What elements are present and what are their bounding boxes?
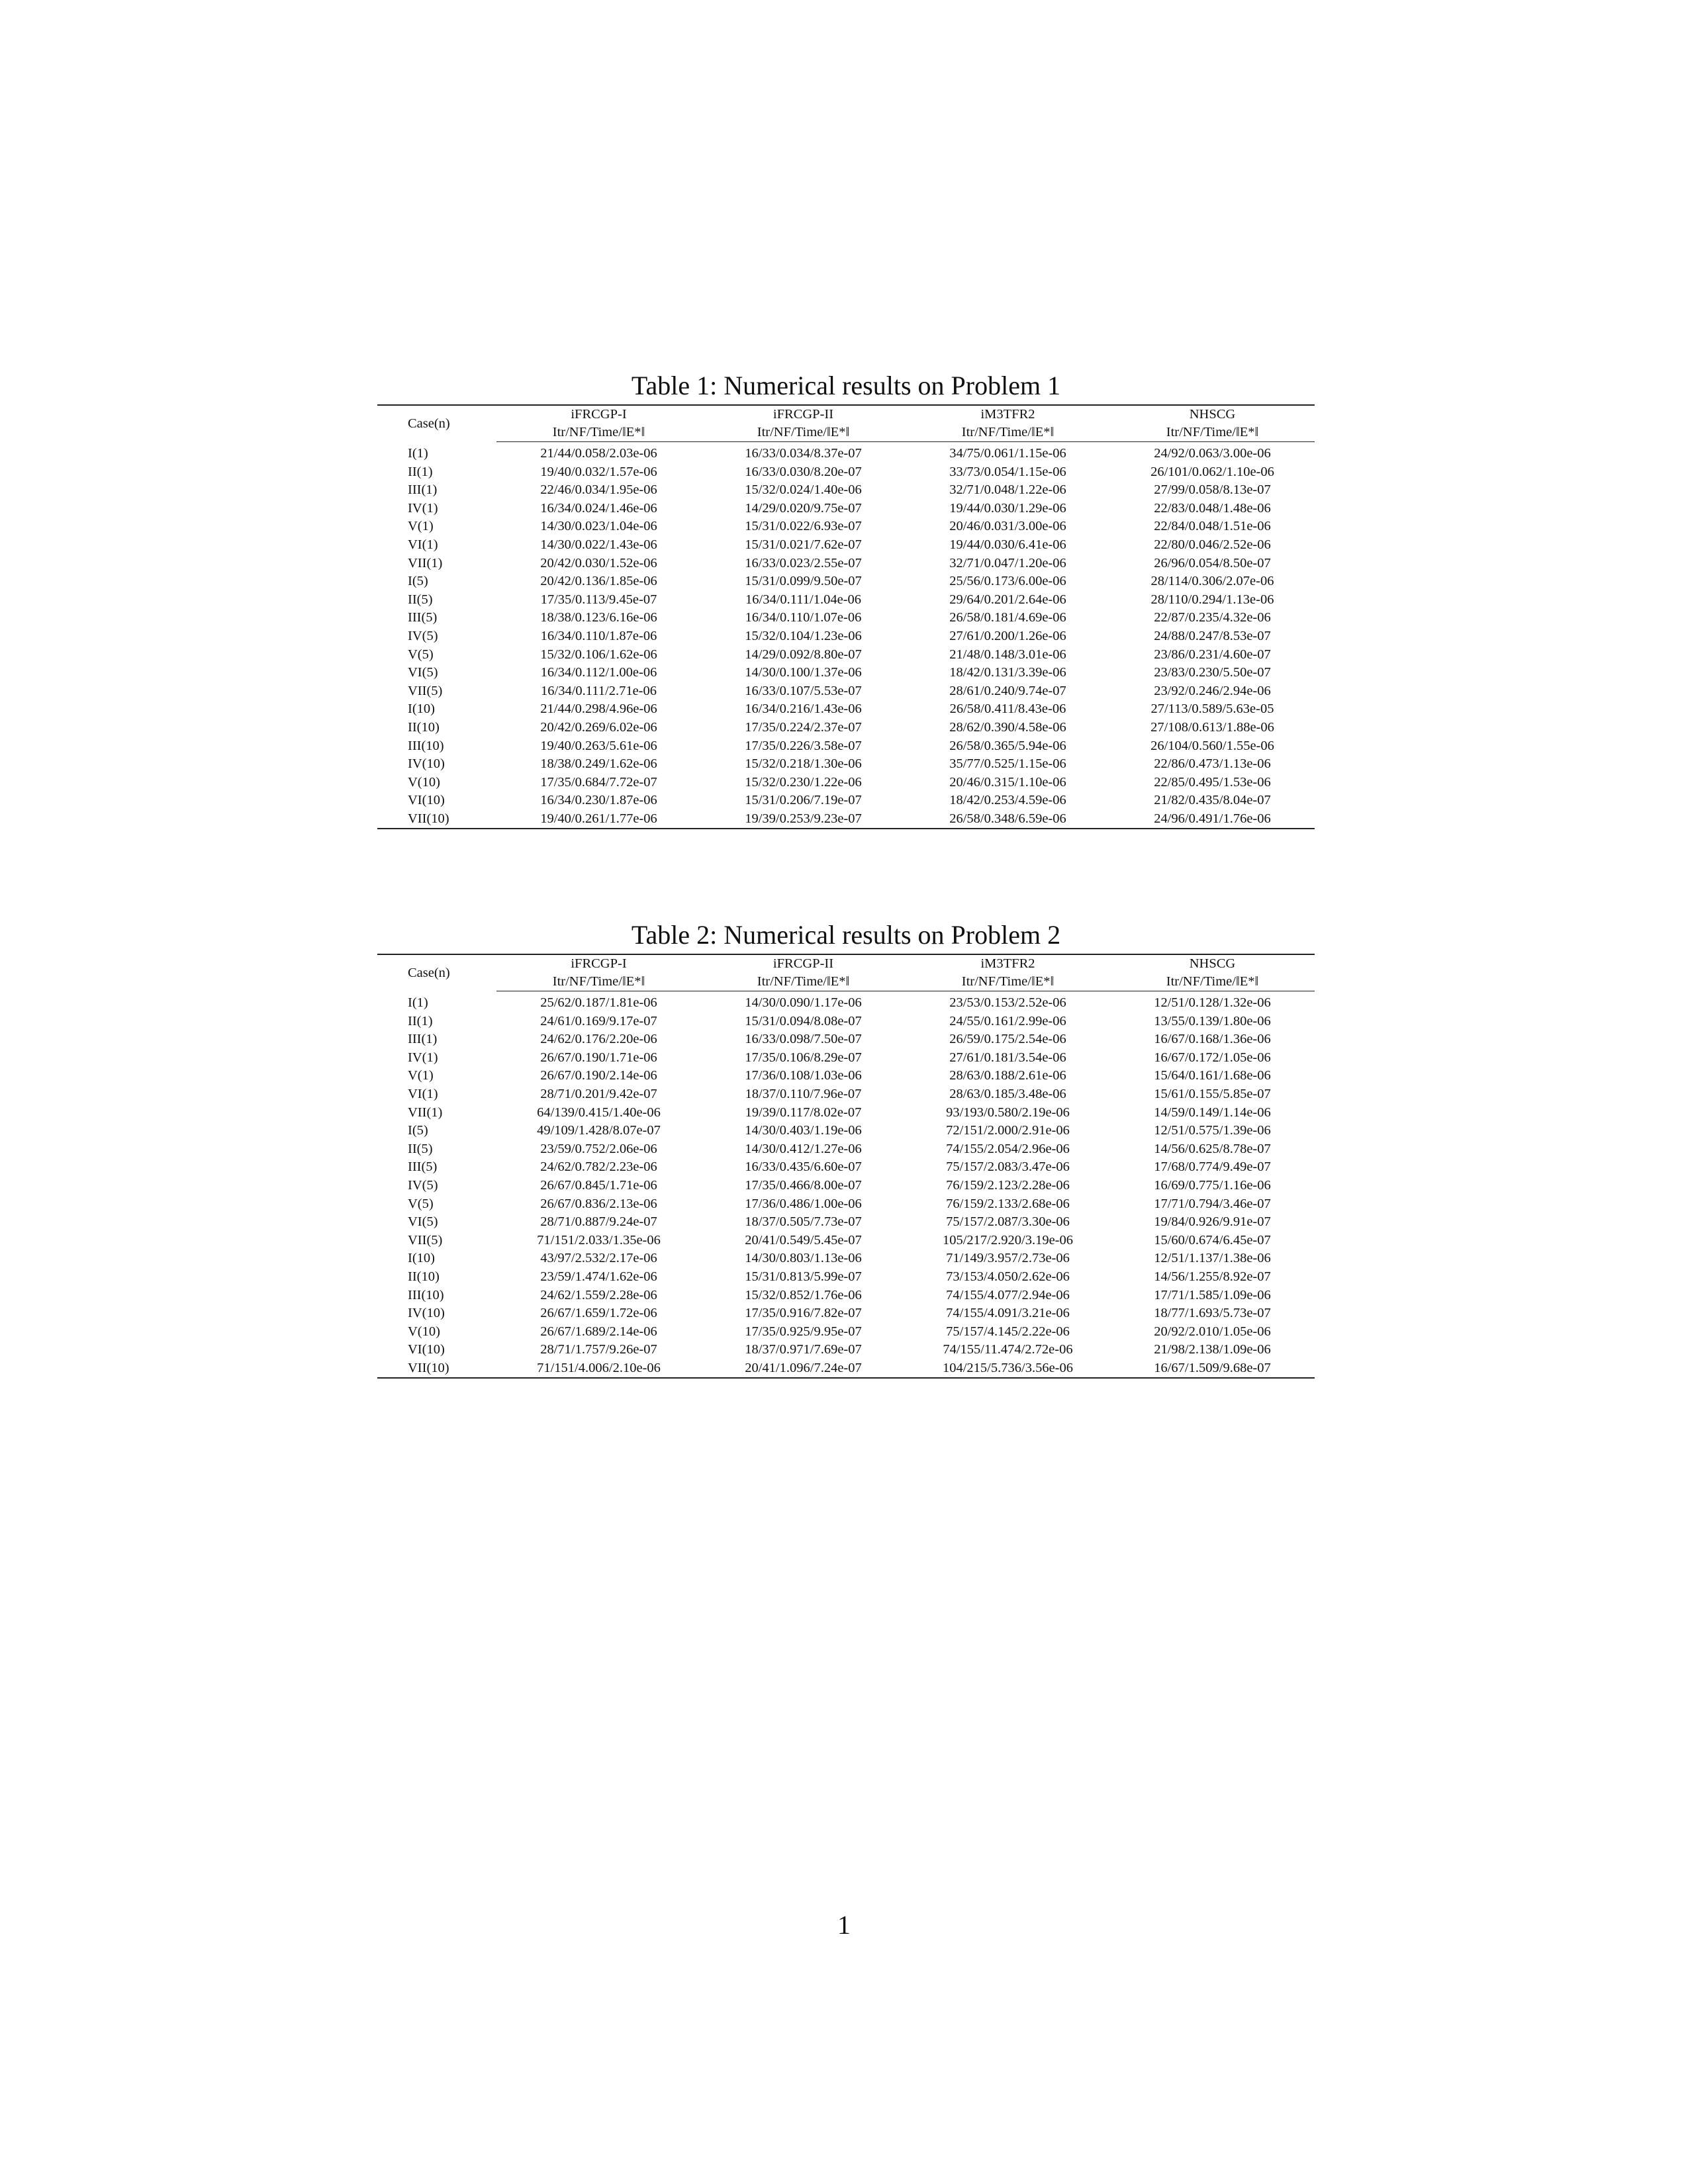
metric-header: Itr/NF/Time/‖E*‖ <box>906 424 1110 442</box>
result-cell: 27/108/0.613/1.88e-06 <box>1150 719 1274 735</box>
case-cell: II(10) <box>408 1269 440 1284</box>
result-cell: 75/157/2.083/3.47e-06 <box>946 1160 1070 1175</box>
result-cell: 26/67/1.659/1.72e-06 <box>540 1306 657 1321</box>
result-cell: 74/155/4.091/3.21e-06 <box>946 1306 1070 1321</box>
result-cell: 93/193/0.580/2.19e-06 <box>946 1105 1070 1120</box>
method-header: iM3TFR2 <box>980 956 1035 971</box>
table-row <box>377 555 1315 573</box>
result-cell: 17/36/0.486/1.00e-06 <box>745 1196 862 1211</box>
result-cell: 27/61/0.200/1.26e-06 <box>949 628 1066 643</box>
result-cell: 12/51/1.137/1.38e-06 <box>1154 1251 1271 1266</box>
table-row <box>377 1158 1315 1177</box>
table-caption: Table 2: Numerical results on Problem 2 <box>631 920 1061 950</box>
result-cell: 19/44/0.030/6.41e-06 <box>949 537 1066 552</box>
table-row <box>377 646 1315 664</box>
table-row <box>377 991 1315 1013</box>
result-cell: 23/59/0.752/2.06e-06 <box>540 1141 657 1156</box>
case-cell: III(10) <box>408 1287 444 1302</box>
result-cell: 18/42/0.253/4.59e-06 <box>949 793 1066 808</box>
table-row <box>377 463 1315 482</box>
case-cell: IV(1) <box>408 1050 438 1065</box>
case-cell: IV(5) <box>408 1177 438 1193</box>
result-cell: 32/71/0.047/1.20e-06 <box>949 555 1066 570</box>
table-row <box>377 1122 1315 1140</box>
table-row <box>377 774 1315 792</box>
case-cell: VI(5) <box>408 665 438 680</box>
result-cell: 16/33/0.030/8.20e-07 <box>745 464 862 479</box>
result-cell: 20/46/0.315/1.10e-06 <box>949 774 1066 790</box>
table-row <box>377 481 1315 500</box>
result-cell: 14/29/0.092/8.80e-07 <box>745 647 862 662</box>
result-cell: 15/61/0.155/5.85e-07 <box>1154 1086 1271 1101</box>
table-row <box>377 518 1315 536</box>
result-cell: 24/92/0.063/3.00e-06 <box>1154 446 1271 461</box>
result-cell: 20/92/2.010/1.05e-06 <box>1154 1324 1271 1339</box>
result-cell: 16/34/0.216/1.43e-06 <box>745 702 862 717</box>
result-cell: 18/37/0.110/7.96e-07 <box>745 1086 862 1101</box>
table-row <box>377 1341 1315 1359</box>
result-cell: 71/151/4.006/2.10e-06 <box>537 1360 661 1375</box>
case-cell: VI(5) <box>408 1214 438 1230</box>
result-cell: 26/58/0.348/6.59e-06 <box>949 811 1066 826</box>
case-cell: I(10) <box>408 702 435 717</box>
result-cell: 26/58/0.365/5.94e-06 <box>949 738 1066 753</box>
result-cell: 22/86/0.473/1.13e-06 <box>1154 756 1271 772</box>
result-cell: 22/83/0.048/1.48e-06 <box>1154 500 1271 516</box>
result-cell: 14/56/0.625/8.78e-07 <box>1154 1141 1271 1156</box>
table-row <box>377 536 1315 555</box>
result-cell: 18/38/0.123/6.16e-06 <box>540 610 657 625</box>
case-cell: I(10) <box>408 1251 435 1266</box>
result-cell: 17/36/0.108/1.03e-06 <box>745 1068 862 1083</box>
result-cell: 22/80/0.046/2.52e-06 <box>1154 537 1271 552</box>
method-header: iFRCGP-II <box>773 407 834 422</box>
case-cell: VI(10) <box>408 1342 445 1357</box>
header-row-metrics <box>377 424 1315 442</box>
case-cell: II(5) <box>408 592 433 607</box>
metric-header: Itr/NF/Time/‖E*‖ <box>906 973 1110 991</box>
result-cell: 14/30/0.412/1.27e-06 <box>745 1141 862 1156</box>
table-row <box>377 1067 1315 1085</box>
result-cell: 28/71/1.757/9.26e-07 <box>540 1342 657 1357</box>
case-cell: V(10) <box>408 1324 440 1339</box>
table-row <box>377 1013 1315 1031</box>
table-row <box>377 1304 1315 1323</box>
case-cell: IV(1) <box>408 500 438 516</box>
case-cell: II(10) <box>408 719 440 735</box>
result-cell: 26/67/0.845/1.71e-06 <box>540 1177 657 1193</box>
table-body <box>377 991 1315 1379</box>
result-cell: 23/86/0.231/4.60e-07 <box>1154 647 1271 662</box>
table-row <box>377 1195 1315 1214</box>
result-cell: 28/71/0.887/9.24e-07 <box>540 1214 657 1230</box>
result-cell: 17/35/0.916/7.82e-07 <box>745 1306 862 1321</box>
result-cell: 14/29/0.020/9.75e-07 <box>745 500 862 516</box>
result-cell: 22/85/0.495/1.53e-06 <box>1154 774 1271 790</box>
result-cell: 22/46/0.034/1.95e-06 <box>540 482 657 498</box>
result-cell: 28/63/0.185/3.48e-06 <box>949 1086 1066 1101</box>
case-cell: VI(1) <box>408 1086 438 1101</box>
result-cell: 29/64/0.201/2.64e-06 <box>949 592 1066 607</box>
table-row <box>377 1104 1315 1122</box>
table-row <box>377 442 1315 463</box>
result-cell: 16/34/0.111/2.71e-06 <box>541 683 657 698</box>
result-cell: 16/34/0.230/1.87e-06 <box>540 793 657 808</box>
header-row-methods <box>377 954 1315 973</box>
result-cell: 19/40/0.032/1.57e-06 <box>540 464 657 479</box>
results-table <box>377 404 1315 829</box>
result-cell: 24/61/0.169/9.17e-07 <box>540 1013 657 1028</box>
case-cell: IV(5) <box>408 628 438 643</box>
case-cell: II(1) <box>408 1013 433 1028</box>
result-cell: 21/98/2.138/1.09e-06 <box>1154 1342 1271 1357</box>
table-row <box>377 664 1315 682</box>
table-row <box>377 1085 1315 1104</box>
result-cell: 18/37/0.971/7.69e-07 <box>745 1342 862 1357</box>
result-cell: 16/33/0.107/5.53e-07 <box>745 683 862 698</box>
case-cell: IV(10) <box>408 756 445 772</box>
result-cell: 16/34/0.024/1.46e-06 <box>540 500 657 516</box>
result-cell: 71/151/2.033/1.35e-06 <box>537 1232 661 1248</box>
result-cell: 21/44/0.058/2.03e-06 <box>540 446 657 461</box>
result-cell: 12/51/0.128/1.32e-06 <box>1154 995 1271 1010</box>
result-cell: 26/59/0.175/2.54e-06 <box>949 1032 1066 1047</box>
result-cell: 105/217/2.920/3.19e-06 <box>942 1232 1073 1248</box>
result-cell: 34/75/0.061/1.15e-06 <box>949 446 1066 461</box>
result-cell: 28/62/0.390/4.58e-06 <box>949 719 1066 735</box>
result-cell: 71/149/3.957/2.73e-06 <box>946 1251 1070 1266</box>
result-cell: 15/31/0.206/7.19e-07 <box>745 793 862 808</box>
case-cell: I(1) <box>408 995 428 1010</box>
table-row <box>377 1177 1315 1195</box>
case-cell: V(10) <box>408 774 440 790</box>
table-caption: Table 1: Numerical results on Problem 1 <box>631 371 1061 400</box>
result-cell: 16/67/1.509/9.68e-07 <box>1154 1360 1271 1375</box>
result-cell: 20/42/0.136/1.85e-06 <box>540 574 657 589</box>
result-cell: 24/96/0.491/1.76e-06 <box>1154 811 1271 826</box>
result-cell: 17/68/0.774/9.49e-07 <box>1154 1160 1271 1175</box>
table-row <box>377 719 1315 737</box>
table-row <box>377 1232 1315 1250</box>
table-row <box>377 810 1315 829</box>
result-cell: 15/31/0.022/6.93e-07 <box>745 519 862 534</box>
result-cell: 15/31/0.099/9.50e-07 <box>745 574 862 589</box>
result-cell: 14/30/0.022/1.43e-06 <box>540 537 657 552</box>
case-cell: VII(10) <box>408 1360 449 1375</box>
header-row-methods <box>377 405 1315 424</box>
result-cell: 24/62/0.782/2.23e-06 <box>540 1160 657 1175</box>
table-row <box>377 572 1315 591</box>
result-cell: 64/139/0.415/1.40e-06 <box>537 1105 661 1120</box>
result-cell: 49/109/1.428/8.07e-07 <box>537 1123 661 1138</box>
result-cell: 18/77/1.693/5.73e-07 <box>1154 1306 1271 1321</box>
case-cell: III(5) <box>408 610 438 625</box>
result-cell: 43/97/2.532/2.17e-06 <box>540 1251 657 1266</box>
result-cell: 27/113/0.589/5.63e-05 <box>1150 702 1274 717</box>
result-cell: 26/67/0.836/2.13e-06 <box>540 1196 657 1211</box>
case-cell: VII(5) <box>408 1232 443 1248</box>
result-cell: 20/41/1.096/7.24e-07 <box>745 1360 862 1375</box>
result-cell: 23/59/1.474/1.62e-06 <box>540 1269 657 1284</box>
metric-header: Itr/NF/Time/‖E*‖ <box>496 973 701 991</box>
case-cell: V(1) <box>408 1068 434 1083</box>
result-cell: 72/151/2.000/2.91e-06 <box>946 1123 1070 1138</box>
table-row <box>377 1323 1315 1342</box>
result-cell: 18/42/0.131/3.39e-06 <box>949 665 1066 680</box>
result-cell: 74/155/2.054/2.96e-06 <box>946 1141 1070 1156</box>
result-cell: 26/67/0.190/2.14e-06 <box>540 1068 657 1083</box>
result-cell: 16/67/0.172/1.05e-06 <box>1154 1050 1271 1065</box>
result-cell: 14/30/0.023/1.04e-06 <box>540 519 657 534</box>
result-cell: 15/32/0.024/1.40e-06 <box>745 482 862 498</box>
result-cell: 26/58/0.181/4.69e-06 <box>949 610 1066 625</box>
result-cell: 75/157/4.145/2.22e-06 <box>946 1324 1070 1339</box>
case-column-header: Case(n) <box>408 416 450 431</box>
result-cell: 21/82/0.435/8.04e-07 <box>1154 793 1271 808</box>
result-cell: 14/30/0.403/1.19e-06 <box>745 1123 862 1138</box>
case-cell: III(5) <box>408 1160 438 1175</box>
case-cell: II(1) <box>408 464 433 479</box>
result-cell: 16/67/0.168/1.36e-06 <box>1154 1032 1271 1047</box>
case-cell: VII(1) <box>408 1105 443 1120</box>
table-2-block <box>377 917 1315 1379</box>
method-header: iFRCGP-I <box>571 407 627 422</box>
table-row <box>377 500 1315 518</box>
table-row <box>377 1250 1315 1268</box>
table-row <box>377 755 1315 774</box>
result-cell: 28/110/0.294/1.13e-06 <box>1150 592 1274 607</box>
result-cell: 20/42/0.030/1.52e-06 <box>540 555 657 570</box>
result-cell: 35/77/0.525/1.15e-06 <box>949 756 1066 772</box>
metric-header: Itr/NF/Time/‖E*‖ <box>1110 973 1315 991</box>
result-cell: 26/101/0.062/1.10e-06 <box>1150 464 1274 479</box>
result-cell: 26/96/0.054/8.50e-07 <box>1154 555 1271 570</box>
result-cell: 75/157/2.087/3.30e-06 <box>946 1214 1070 1230</box>
case-cell: III(1) <box>408 1032 438 1047</box>
case-cell: I(5) <box>408 574 428 589</box>
result-cell: 17/35/0.466/8.00e-07 <box>745 1177 862 1193</box>
result-cell: 17/35/0.113/9.45e-07 <box>540 592 657 607</box>
table-row <box>377 1287 1315 1305</box>
result-cell: 19/44/0.030/1.29e-06 <box>949 500 1066 516</box>
method-header: iFRCGP-II <box>773 956 834 971</box>
result-cell: 17/71/1.585/1.09e-06 <box>1154 1287 1271 1302</box>
result-cell: 14/30/0.090/1.17e-06 <box>745 995 862 1010</box>
result-cell: 22/84/0.048/1.51e-06 <box>1154 519 1271 534</box>
result-cell: 13/55/0.139/1.80e-06 <box>1154 1013 1271 1028</box>
case-cell: I(1) <box>408 445 428 461</box>
table-row <box>377 1213 1315 1232</box>
result-cell: 104/215/5.736/3.56e-06 <box>942 1360 1073 1375</box>
result-cell: 16/34/0.110/1.07e-06 <box>745 610 862 625</box>
table-row <box>377 1268 1315 1287</box>
result-cell: 17/35/0.925/9.95e-07 <box>745 1324 862 1339</box>
case-column-header: Case(n) <box>408 965 450 980</box>
case-cell: V(5) <box>408 647 434 662</box>
result-cell: 16/33/0.098/7.50e-07 <box>745 1032 862 1047</box>
result-cell: 19/40/0.261/1.77e-06 <box>540 811 657 826</box>
result-cell: 32/71/0.048/1.22e-06 <box>949 482 1066 498</box>
result-cell: 15/64/0.161/1.68e-06 <box>1154 1068 1271 1083</box>
method-header: NHSCG <box>1189 407 1236 422</box>
case-cell: VII(10) <box>408 811 449 826</box>
result-cell: 74/155/4.077/2.94e-06 <box>946 1287 1070 1302</box>
result-cell: 16/33/0.034/8.37e-07 <box>745 446 862 461</box>
result-cell: 15/60/0.674/6.45e-07 <box>1154 1232 1271 1248</box>
result-cell: 26/67/0.190/1.71e-06 <box>540 1050 657 1065</box>
result-cell: 17/35/0.106/8.29e-07 <box>745 1050 862 1065</box>
result-cell: 15/31/0.021/7.62e-07 <box>745 537 862 552</box>
table-row <box>377 1030 1315 1049</box>
result-cell: 76/159/2.123/2.28e-06 <box>946 1177 1070 1193</box>
table-row <box>377 700 1315 719</box>
result-cell: 26/104/0.560/1.55e-06 <box>1150 738 1274 753</box>
result-cell: 28/71/0.201/9.42e-07 <box>540 1086 657 1101</box>
result-cell: 25/56/0.173/6.00e-06 <box>949 574 1066 589</box>
result-cell: 15/32/0.104/1.23e-06 <box>745 628 862 643</box>
table-row <box>377 627 1315 646</box>
result-cell: 24/88/0.247/8.53e-07 <box>1154 628 1271 643</box>
case-cell: II(5) <box>408 1141 433 1156</box>
method-header: iFRCGP-I <box>571 956 627 971</box>
result-cell: 18/37/0.505/7.73e-07 <box>745 1214 862 1230</box>
result-cell: 74/155/11.474/2.72e-06 <box>943 1342 1073 1357</box>
result-cell: 28/63/0.188/2.61e-06 <box>949 1068 1066 1083</box>
result-cell: 24/62/0.176/2.20e-06 <box>540 1032 657 1047</box>
result-cell: 27/61/0.181/3.54e-06 <box>949 1050 1066 1065</box>
result-cell: 14/30/0.803/1.13e-06 <box>745 1251 862 1266</box>
case-cell: VI(10) <box>408 793 445 808</box>
result-cell: 16/34/0.111/1.04e-06 <box>745 592 861 607</box>
result-cell: 17/71/0.794/3.46e-07 <box>1154 1196 1271 1211</box>
result-cell: 19/84/0.926/9.91e-07 <box>1154 1214 1271 1230</box>
case-cell: V(5) <box>408 1196 434 1211</box>
result-cell: 12/51/0.575/1.39e-06 <box>1154 1123 1271 1138</box>
result-cell: 23/92/0.246/2.94e-06 <box>1154 683 1271 698</box>
header-row-metrics <box>377 973 1315 991</box>
case-cell: VII(5) <box>408 683 443 698</box>
table-row <box>377 1049 1315 1068</box>
result-cell: 23/53/0.153/2.52e-06 <box>949 995 1066 1010</box>
result-cell: 17/35/0.684/7.72e-07 <box>540 774 657 790</box>
method-header: NHSCG <box>1189 956 1236 971</box>
case-cell: V(1) <box>408 519 434 534</box>
table-row <box>377 682 1315 701</box>
results-table <box>377 954 1315 1379</box>
result-cell: 16/33/0.023/2.55e-07 <box>745 555 862 570</box>
result-cell: 15/32/0.230/1.22e-06 <box>745 774 862 790</box>
result-cell: 22/87/0.235/4.32e-06 <box>1154 610 1271 625</box>
result-cell: 16/33/0.435/6.60e-07 <box>745 1160 862 1175</box>
result-cell: 19/40/0.263/5.61e-06 <box>540 738 657 753</box>
result-cell: 20/46/0.031/3.00e-06 <box>949 519 1066 534</box>
case-cell: VI(1) <box>408 537 438 552</box>
result-cell: 15/32/0.106/1.62e-06 <box>540 647 657 662</box>
table-1-block <box>377 367 1315 829</box>
result-cell: 17/35/0.226/3.58e-07 <box>745 738 862 753</box>
result-cell: 28/114/0.306/2.07e-06 <box>1150 574 1274 589</box>
result-cell: 15/32/0.852/1.76e-06 <box>745 1287 862 1302</box>
result-cell: 14/30/0.100/1.37e-06 <box>745 665 862 680</box>
result-cell: 26/58/0.411/8.43e-06 <box>949 702 1066 717</box>
metric-header: Itr/NF/Time/‖E*‖ <box>1110 424 1315 442</box>
table-row <box>377 792 1315 810</box>
result-cell: 18/38/0.249/1.62e-06 <box>540 756 657 772</box>
result-cell: 19/39/0.253/9.23e-07 <box>745 811 862 826</box>
result-cell: 14/56/1.255/8.92e-07 <box>1154 1269 1271 1284</box>
metric-header: Itr/NF/Time/‖E*‖ <box>701 424 906 442</box>
result-cell: 21/48/0.148/3.01e-06 <box>949 647 1066 662</box>
case-cell: IV(10) <box>408 1306 445 1321</box>
page-number: 1 <box>837 1910 851 1940</box>
table-body <box>377 442 1315 829</box>
result-cell: 21/44/0.298/4.96e-06 <box>540 702 657 717</box>
result-cell: 14/59/0.149/1.14e-06 <box>1154 1105 1271 1120</box>
result-cell: 16/34/0.112/1.00e-06 <box>540 665 657 680</box>
result-cell: 73/153/4.050/2.62e-06 <box>946 1269 1070 1284</box>
result-cell: 19/39/0.117/8.02e-07 <box>745 1105 862 1120</box>
case-cell: VII(1) <box>408 555 443 570</box>
table-row <box>377 1359 1315 1379</box>
metric-header: Itr/NF/Time/‖E*‖ <box>701 973 906 991</box>
result-cell: 28/61/0.240/9.74e-07 <box>949 683 1066 698</box>
case-cell: III(10) <box>408 738 444 753</box>
result-cell: 16/69/0.775/1.16e-06 <box>1154 1177 1271 1193</box>
table-row <box>377 1140 1315 1159</box>
table-row <box>377 737 1315 756</box>
table-row <box>377 609 1315 627</box>
result-cell: 25/62/0.187/1.81e-06 <box>540 995 657 1010</box>
result-cell: 26/67/1.689/2.14e-06 <box>540 1324 657 1339</box>
result-cell: 33/73/0.054/1.15e-06 <box>949 464 1066 479</box>
case-cell: III(1) <box>408 482 438 498</box>
result-cell: 27/99/0.058/8.13e-07 <box>1154 482 1271 498</box>
result-cell: 20/42/0.269/6.02e-06 <box>540 719 657 735</box>
result-cell: 23/83/0.230/5.50e-07 <box>1154 665 1271 680</box>
result-cell: 76/159/2.133/2.68e-06 <box>946 1196 1070 1211</box>
result-cell: 15/31/0.094/8.08e-07 <box>745 1013 862 1028</box>
method-header: iM3TFR2 <box>980 407 1035 422</box>
table-row <box>377 591 1315 610</box>
metric-header: Itr/NF/Time/‖E*‖ <box>496 424 701 442</box>
result-cell: 17/35/0.224/2.37e-07 <box>745 719 862 735</box>
case-cell: I(5) <box>408 1123 428 1138</box>
result-cell: 15/32/0.218/1.30e-06 <box>745 756 862 772</box>
result-cell: 15/31/0.813/5.99e-07 <box>745 1269 862 1284</box>
result-cell: 20/41/0.549/5.45e-07 <box>745 1232 862 1248</box>
result-cell: 16/34/0.110/1.87e-06 <box>540 628 657 643</box>
result-cell: 24/62/1.559/2.28e-06 <box>540 1287 657 1302</box>
result-cell: 24/55/0.161/2.99e-06 <box>949 1013 1066 1028</box>
